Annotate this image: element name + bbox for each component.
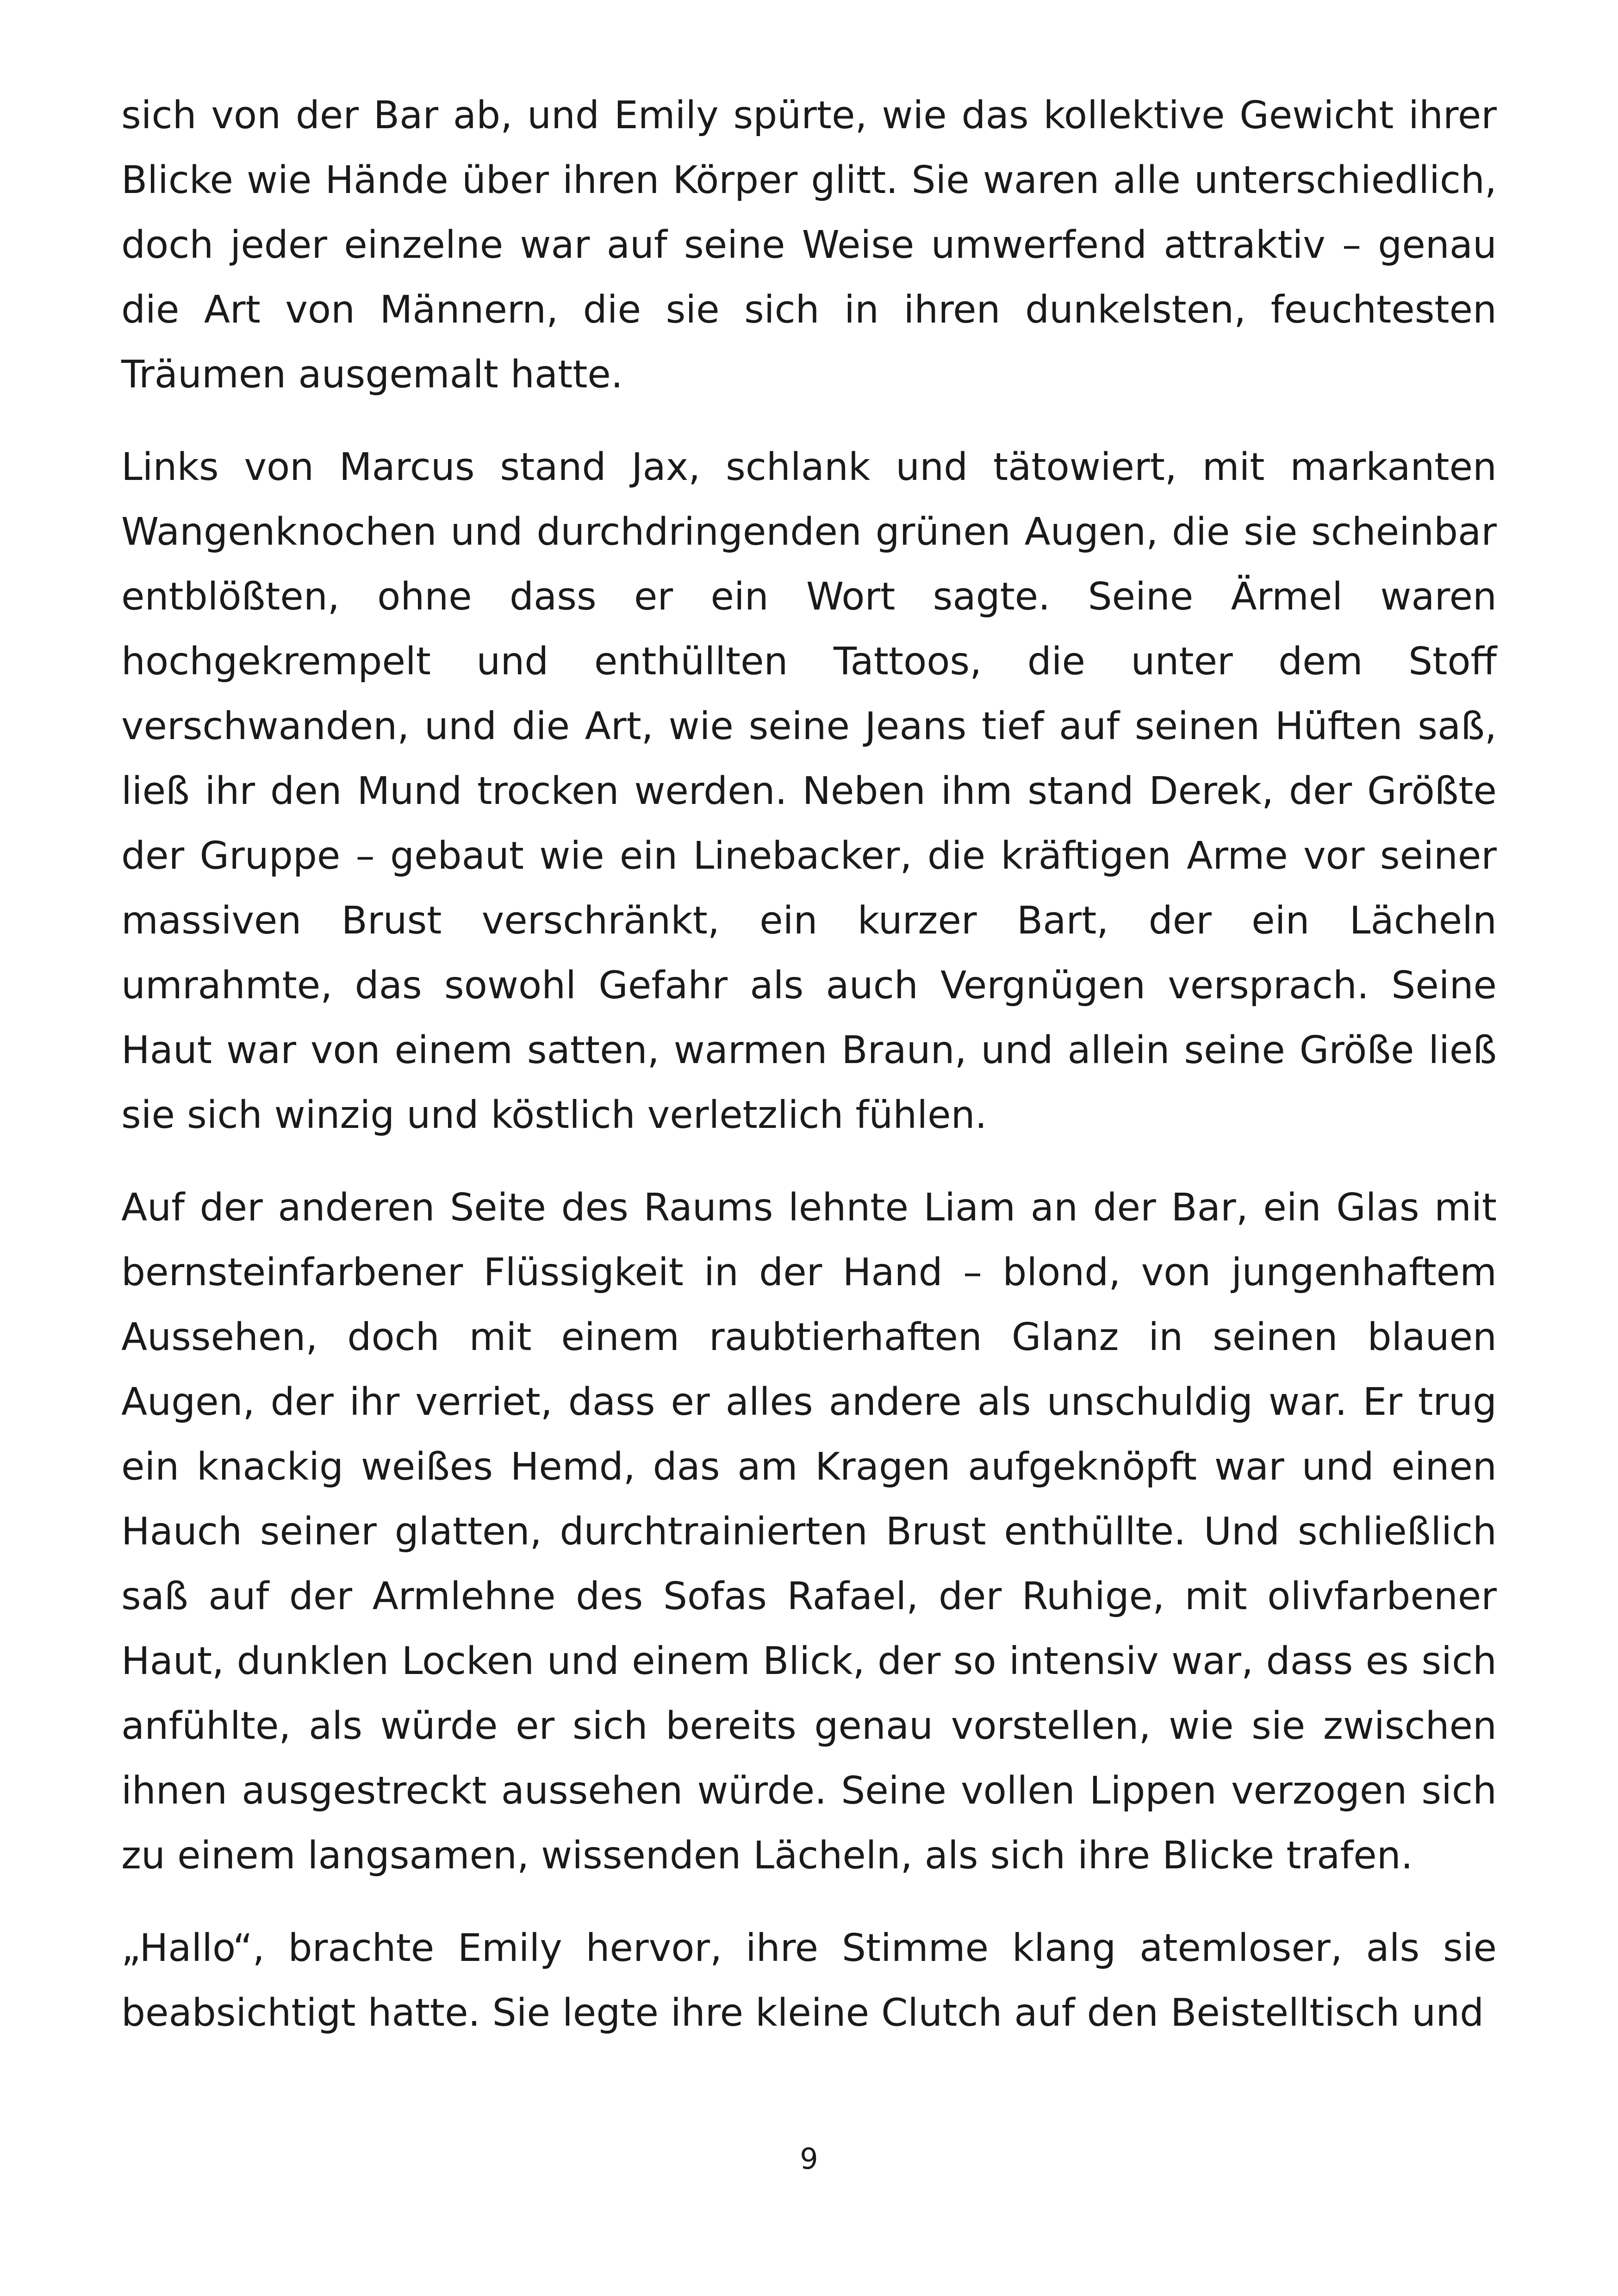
paragraph-2: Links von Marcus stand Jax, schlank und tätowiert, mit markanten Wangenknochen und durchdringenden grünen Augen, die sie scheinbar entblößten, ohne dass er ein Wort sagte. Seine Ärmel waren hochgekrempelt und enthüllten Tattoos, die unter dem Stoff verschwanden, und die Art, wie seine Jeans tief auf seinen Hüften saß, ließ ihr den Mund trocken werden. Neben ihm stand Derek, der Größte der Gruppe – gebaut wie ein Linebacker, die kräftigen Arme vor seiner massiven Brust verschränkt, ein kurzer Bart, der ein Lächeln umrahmte, das sowohl Gefahr als auch Vergnügen versprach. Seine Haut war von einem satten, warmen Braun, und allein seine Größe ließ sie sich winzig und köstlich verletzlich fühlen. (121, 445, 1497, 1137)
paragraph-3: Auf der anderen Seite des Raums lehnte Liam an der Bar, ein Glas mit bernsteinfarbener Flüssigkeit in der Hand – blond, von jungenhaftem Aussehen, doch mit einem raubtierhaften Glanz in seinen blauen Augen, der ihr verriet, dass er alles andere als unschuldig war. Er trug ein knackig weißes Hemd, das am Kragen aufgeknöpft war und einen Hauch seiner glatten, durchtrainierten Brust enthüllte. Und schließlich saß auf der Armlehne des Sofas Rafael, der Ruhige, mit olivfarbener Haut, dunklen Locken und einem Blick, der so intensiv war, dass es sich anfühlte, als würde er sich bereits genau vorstellen, wie sie zwischen ihnen ausgestreckt aussehen würde. Seine vollen Lippen verzogen sich zu einem langsamen, wissenden Lächeln, als sich ihre Blicke trafen. (121, 1186, 1497, 1878)
page-number: 9 (800, 2142, 818, 2176)
body-text (121, 83, 1497, 2073)
paragraph-4: „Hallo“, brachte Emily hervor, ihre Stimme klang atemloser, als sie beabsichtigt hatte. Sie legte ihre kleine Clutch auf den Beistelltisch und (121, 1926, 1497, 2035)
paragraph-1: sich von der Bar ab, und Emily spürte, wie das kollektive Gewicht ihrer Blicke wie Hände über ihren Körper glitt. Sie waren alle unterschiedlich, doch jeder einzelne war auf seine Weise umwerfend attraktiv – genau die Art von Männern, die sie sich in ihren dunkelsten, feuchtesten Träumen ausgemalt hatte. (121, 93, 1497, 397)
